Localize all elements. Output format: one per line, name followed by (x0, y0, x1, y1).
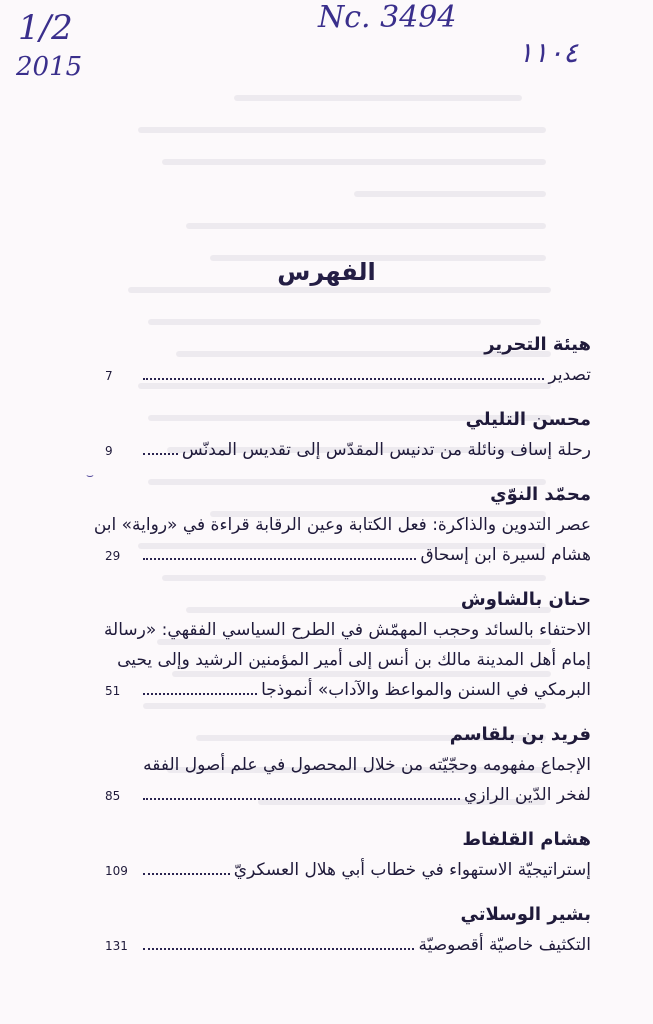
toc-title-row (105, 930, 591, 960)
toc-entry (93, 480, 591, 570)
toc-title-line: عصر التدوين والذاكرة: فعل الكتابة وعين الرقابة قراءة في «رواية» ابن (93, 515, 591, 535)
toc-title-line: لفخر الدّين الرازي (464, 785, 591, 805)
handwritten-number: Nc. 3494 (318, 0, 457, 35)
toc-page-number: 109 (105, 864, 128, 878)
toc-author: فريد بن بلقاسم (449, 724, 591, 745)
toc-author: محسن التليلي (465, 409, 591, 430)
toc-author: هشام القلفاط (462, 829, 591, 850)
dot-leader (143, 797, 460, 800)
dot-leader (143, 872, 230, 875)
toc-entry (105, 720, 591, 810)
toc-page-number: 51 (105, 684, 121, 698)
toc-title-row (105, 540, 591, 570)
toc-entry (105, 405, 591, 465)
toc-title-row (105, 855, 591, 885)
toc-title-line: رحلة إساف ونائلة من تدنيس المقدّس إلى تقديس المدنّس (181, 440, 591, 460)
dot-leader (143, 692, 257, 695)
toc-entry (105, 330, 591, 390)
dot-leader (143, 452, 178, 455)
toc-author: حنان بالشاوش (460, 589, 591, 610)
toc-title-line: تصدير (548, 365, 591, 385)
toc-page-number: 29 (105, 549, 121, 563)
toc-page-number: 85 (105, 789, 121, 803)
table-of-contents (93, 330, 591, 975)
toc-title-line: الاحتفاء بالسائد وحجب المهمّش في الطرح السياسي الفقهي: «رسالة (103, 620, 591, 640)
toc-title-line: البرمكي في السنن والمواعظ والآداب» أنموذجا (261, 680, 591, 700)
toc-page-number: 131 (105, 939, 128, 953)
toc-entry (105, 825, 591, 885)
toc-entry (105, 900, 591, 960)
toc-title-row (105, 435, 591, 465)
toc-page-number: 7 (105, 369, 113, 383)
toc-title-row (105, 780, 591, 810)
toc-title-line: التكثيف خاصيّة أقصوصيّة (418, 935, 591, 955)
toc-author: محمّد النوّي (490, 484, 591, 505)
toc-title-line: هشام لسيرة ابن إسحاق (420, 545, 591, 565)
toc-title-row (105, 360, 591, 390)
margin-mark: ⌣ (86, 468, 94, 482)
page-title: الفهرس (277, 258, 376, 286)
toc-page-number: 9 (105, 444, 113, 458)
toc-author: هيئة التحرير (484, 334, 591, 355)
handwritten-fraction: 1/2 (18, 8, 73, 48)
dot-leader (143, 947, 414, 950)
dot-leader (143, 377, 544, 380)
toc-title-line: إستراتيجيّة الاستهواء في خطاب أبي هلال العسكريّ (233, 860, 591, 880)
toc-title-line: الإجماع مفهومه وحجّيّته من خلال المحصول في علم أصول الفقه (143, 755, 591, 775)
dot-leader (143, 557, 416, 560)
handwritten-code: ١١٠٤ (518, 36, 579, 69)
handwritten-year: 2015 (16, 52, 83, 82)
toc-entry (105, 585, 591, 705)
toc-title-line: إمام أهل المدينة مالك بن أنس إلى أمير المؤمنين الرشيد وإلى يحيى (117, 650, 591, 670)
toc-title-row (105, 675, 591, 705)
toc-author: بشير الوسلاتي (460, 904, 591, 925)
